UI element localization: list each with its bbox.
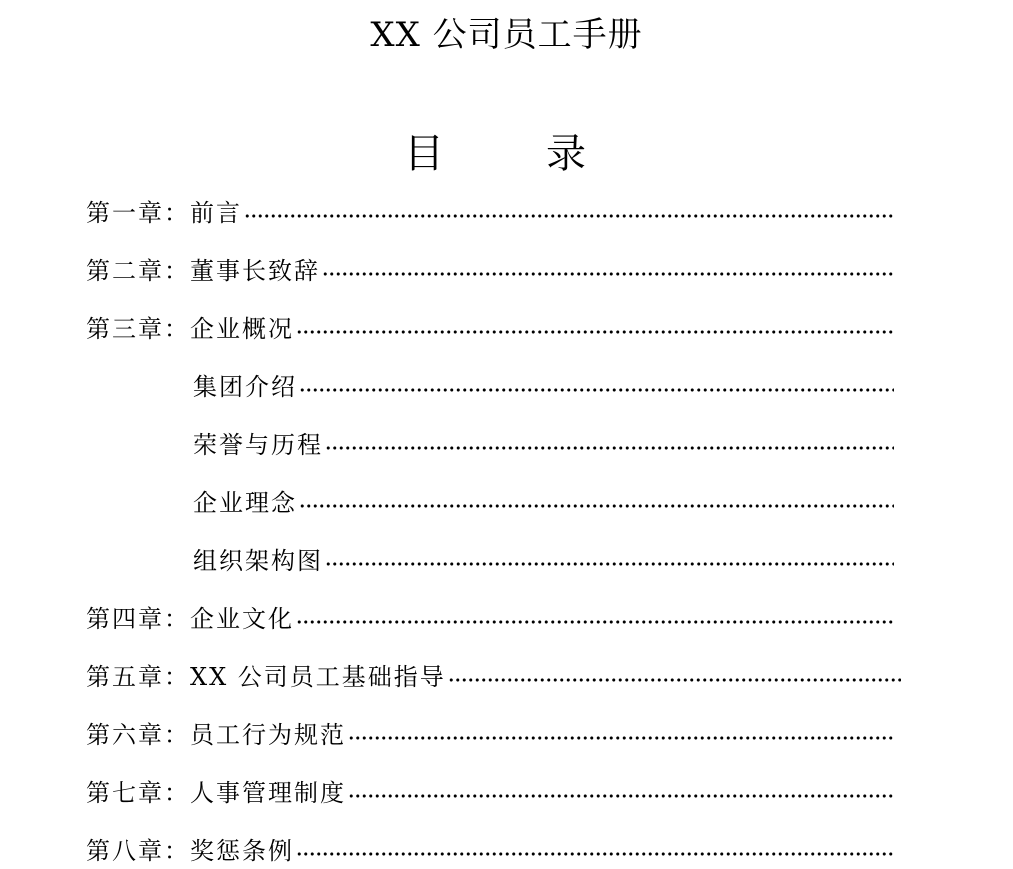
toc-entry-title: 集团介绍 (193, 373, 297, 401)
toc-entry[interactable] (86, 196, 894, 230)
toc-subentry[interactable] (86, 486, 894, 520)
toc-entry-title: 企业理念 (193, 489, 297, 517)
toc-dot-leader (348, 736, 894, 740)
toc-chapter-label: 第八章： (86, 837, 190, 865)
toc-entry-title: 企业概况 (190, 315, 294, 343)
toc-dot-leader (348, 794, 894, 798)
toc-entry-title: 荣誉与历程 (193, 431, 323, 459)
toc-dot-leader (296, 852, 894, 856)
toc-entry-title: 员工行为规范 (190, 721, 346, 749)
toc-entry[interactable] (86, 254, 894, 288)
toc-dot-leader (322, 272, 894, 276)
toc-dot-leader (325, 562, 894, 566)
toc-dot-leader (299, 388, 894, 392)
toc-entry[interactable] (86, 660, 901, 694)
toc-entry-title: 人事管理制度 (190, 779, 346, 807)
toc-chapter-label: 第二章： (86, 257, 190, 285)
toc-dot-leader (325, 446, 894, 450)
toc-entry-title: 董事长致辞 (190, 257, 320, 285)
toc-chapter-label: 第四章： (86, 605, 190, 633)
toc-entry-title: XX 公司员工基础指导 (190, 663, 446, 691)
toc-subentry[interactable] (86, 370, 894, 404)
toc-chapter-label: 第五章： (86, 663, 190, 691)
toc-entry[interactable] (86, 602, 894, 636)
toc-heading (0, 126, 1013, 182)
toc-entry[interactable] (86, 718, 894, 752)
toc-subentry[interactable] (86, 428, 894, 462)
toc-dot-leader (296, 330, 894, 334)
toc-dot-leader (296, 620, 894, 624)
toc-heading-right: 录 (546, 131, 586, 177)
toc-chapter-label: 第一章： (86, 199, 190, 227)
toc-entry-title: 奖惩条例 (190, 837, 294, 865)
toc-entry-title: 组织架构图 (193, 547, 323, 575)
toc-entry-title: 前言 (190, 199, 242, 227)
document-title: XX 公司员工手册 (370, 15, 643, 55)
toc-dot-leader (299, 504, 894, 508)
toc-chapter-label: 第三章： (86, 315, 190, 343)
toc-dot-leader (448, 678, 901, 682)
toc-heading-left: 目 (404, 131, 444, 177)
toc-subentry[interactable] (86, 544, 894, 578)
toc-entry[interactable] (86, 312, 894, 346)
toc-chapter-label: 第六章： (86, 721, 190, 749)
toc-dot-leader (244, 214, 894, 218)
toc-entry[interactable] (86, 834, 894, 868)
toc-chapter-label: 第七章： (86, 779, 190, 807)
toc-entry[interactable] (86, 776, 894, 810)
toc-entry-title: 企业文化 (190, 605, 294, 633)
